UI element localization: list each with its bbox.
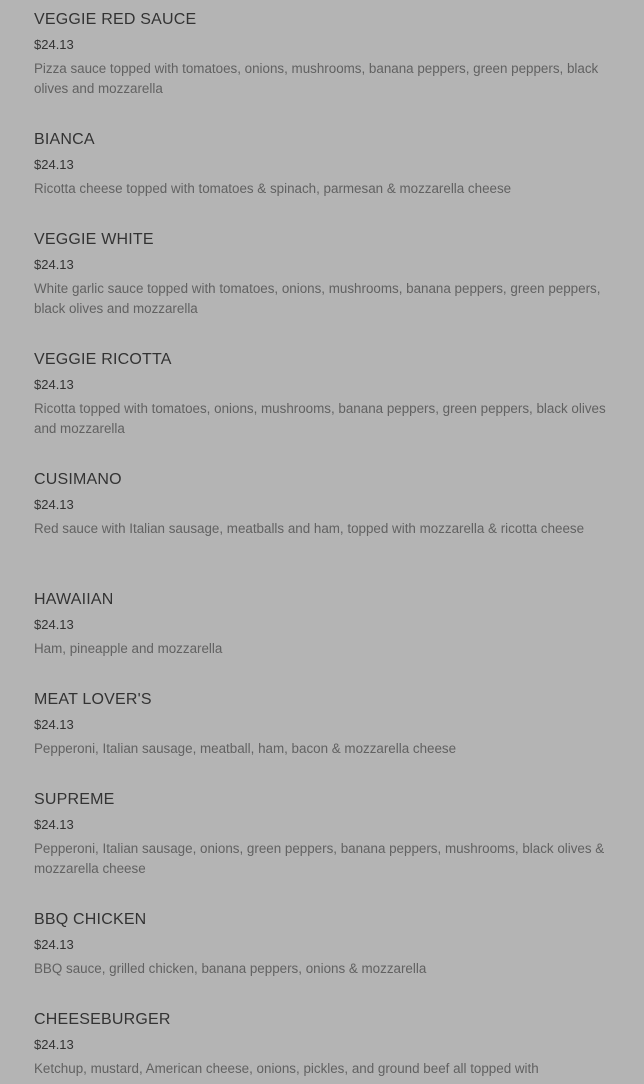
item-description: Ricotta topped with tomatoes, onions, mushrooms, banana peppers, green peppers, black olives and mozzarella xyxy=(34,401,606,436)
item-price: $24.13 xyxy=(34,257,74,272)
item-name: VEGGIE RED SAUCE xyxy=(34,11,197,28)
item-description: Pizza sauce topped with tomatoes, onions, mushrooms, banana peppers, green peppers, black olives and mozzarella xyxy=(34,61,599,96)
menu-item-veggie-red-sauce[interactable] xyxy=(34,10,610,99)
item-description: Pepperoni, Italian sausage, meatball, ham, bacon & mozzarella cheese xyxy=(34,741,457,756)
item-name: CUSIMANO xyxy=(34,471,122,488)
item-price: $24.13 xyxy=(34,717,74,732)
menu-item-bianca[interactable] xyxy=(34,130,610,199)
item-name: BBQ CHICKEN xyxy=(34,911,147,928)
item-description: Ketchup, mustard, American cheese, onions, pickles, and ground beef all topped with xyxy=(34,1061,539,1076)
item-description: White garlic sauce topped with tomatoes, onions, mushrooms, banana peppers, green peppers, black olives and mozzarella xyxy=(34,281,601,316)
menu-item-cheeseburger[interactable] xyxy=(34,1010,610,1079)
item-description: Ricotta cheese topped with tomatoes & spinach, parmesan & mozzarella cheese xyxy=(34,181,512,196)
item-name: SUPREME xyxy=(34,791,115,808)
item-name: MEAT LOVER'S xyxy=(34,691,152,708)
menu-item-bbq-chicken[interactable] xyxy=(34,910,610,979)
item-name: HAWAIIAN xyxy=(34,591,114,608)
item-description: BBQ sauce, grilled chicken, banana peppers, onions & mozzarella xyxy=(34,961,427,976)
menu-item-veggie-ricotta[interactable] xyxy=(34,350,610,439)
item-price: $24.13 xyxy=(34,377,74,392)
item-description: Red sauce with Italian sausage, meatballs and ham, topped with mozzarella & ricotta cheese xyxy=(34,521,585,536)
menu-item-cusimano[interactable] xyxy=(34,470,610,539)
item-price: $24.13 xyxy=(34,1037,74,1052)
menu-item-meat-lovers[interactable] xyxy=(34,690,610,759)
item-name: BIANCA xyxy=(34,131,95,148)
item-description: Pepperoni, Italian sausage, onions, green peppers, banana peppers, mushrooms, black olives & mozzarella cheese xyxy=(34,841,605,876)
item-name: CHEESEBURGER xyxy=(34,1011,171,1028)
item-price: $24.13 xyxy=(34,157,74,172)
menu-item-supreme[interactable] xyxy=(34,790,610,879)
item-price: $24.13 xyxy=(34,37,74,52)
item-price: $24.13 xyxy=(34,617,74,632)
item-price: $24.13 xyxy=(34,817,74,832)
menu-item-hawaiian[interactable] xyxy=(34,590,610,659)
item-name: VEGGIE RICOTTA xyxy=(34,351,172,368)
item-price: $24.13 xyxy=(34,937,74,952)
item-name: VEGGIE WHITE xyxy=(34,231,154,248)
item-description: Ham, pineapple and mozzarella xyxy=(34,641,223,656)
menu-item-veggie-white[interactable] xyxy=(34,230,610,319)
item-price: $24.13 xyxy=(34,497,74,512)
